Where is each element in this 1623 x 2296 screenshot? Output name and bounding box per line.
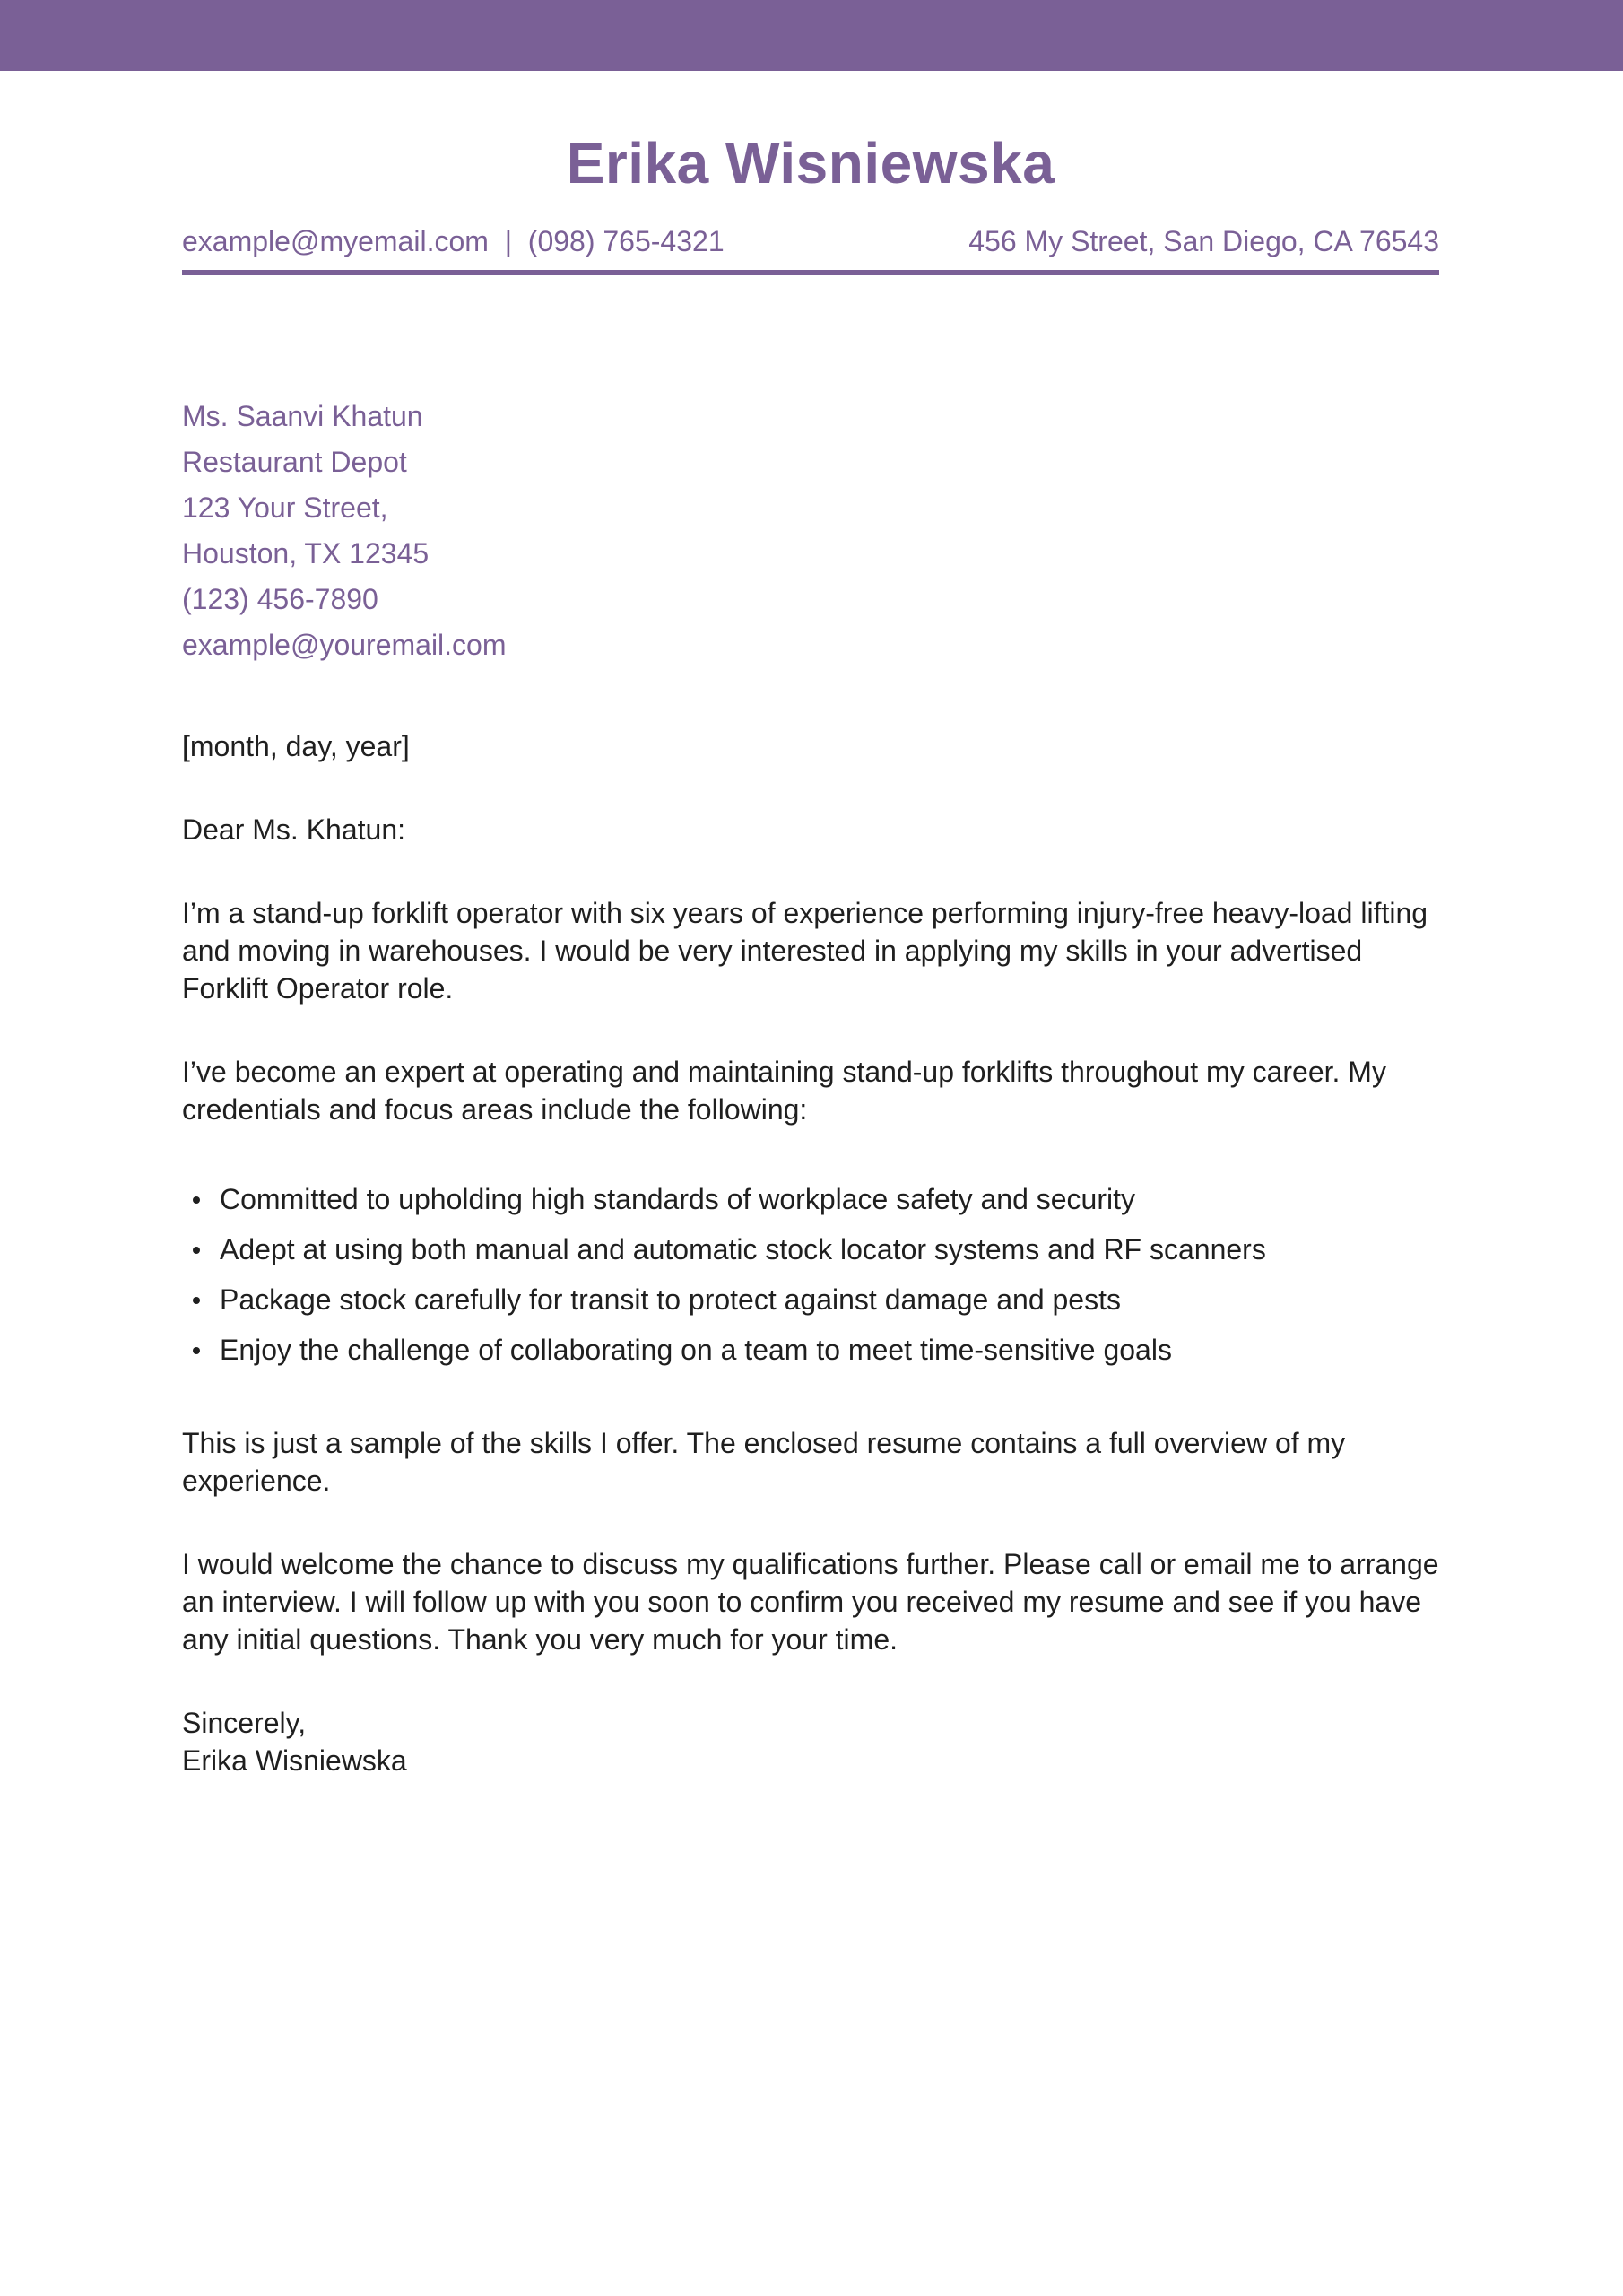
- top-color-band: [0, 0, 1623, 71]
- applicant-address: 456 My Street, San Diego, CA 76543: [968, 225, 1439, 258]
- paragraph-intro: I’m a stand-up forklift operator with six years of experience performing injury-free heavy-load lifting and moving in warehouses. I would be very interested in applying my skills in your advertised Forklift Operator role.: [182, 896, 1428, 1004]
- header-divider: [182, 270, 1439, 275]
- contact-separator: |: [504, 225, 512, 258]
- letter-closing: Sincerely,: [182, 1706, 307, 1739]
- recipient-street: 123 Your Street,: [182, 491, 388, 524]
- letter-body: [182, 727, 1439, 1779]
- recipient-company: Restaurant Depot: [182, 445, 407, 478]
- applicant-email: example@myemail.com: [182, 225, 489, 258]
- list-item: Adept at using both manual and automatic stock locator systems and RF scanners: [220, 1224, 1439, 1274]
- recipient-email: example@youremail.com: [182, 628, 507, 661]
- cover-letter-page: [182, 71, 1439, 1779]
- credentials-list: [182, 1174, 1439, 1375]
- recipient-name: Ms. Saanvi Khatun: [182, 399, 423, 432]
- contact-row: [182, 223, 1439, 261]
- paragraph-expertise: I’ve become an expert at operating and maintaining stand-up forklifts throughout my career. My credentials and focus areas include the following:: [182, 1055, 1386, 1126]
- letter-salutation: Dear Ms. Khatun:: [182, 813, 405, 846]
- recipient-block: [182, 394, 1439, 668]
- paragraph-sample: This is just a sample of the skills I offer. The enclosed resume contains a full overview of my experience.: [182, 1426, 1346, 1497]
- recipient-phone: (123) 456-7890: [182, 582, 378, 615]
- contact-left: [182, 223, 725, 261]
- list-item: Package stock carefully for transit to protect against damage and pests: [220, 1274, 1439, 1325]
- list-item: Committed to upholding high standards of workplace safety and security: [220, 1174, 1439, 1224]
- letter-signature: Erika Wisniewska: [182, 1744, 407, 1777]
- letter-date: [month, day, year]: [182, 729, 410, 762]
- recipient-city: Houston, TX 12345: [182, 536, 430, 570]
- applicant-name: Erika Wisniewska: [566, 131, 1055, 196]
- applicant-phone: (098) 765-4321: [527, 225, 725, 258]
- paragraph-closing: I would welcome the chance to discuss my qualifications further. Please call or email me to arrange an interview. I will follow up with you soon to confirm you received my resume and see if you have any initial questions. Thank you very much for your time.: [182, 1547, 1439, 1656]
- list-item: Enjoy the challenge of collaborating on a team to meet time-sensitive goals: [220, 1325, 1439, 1375]
